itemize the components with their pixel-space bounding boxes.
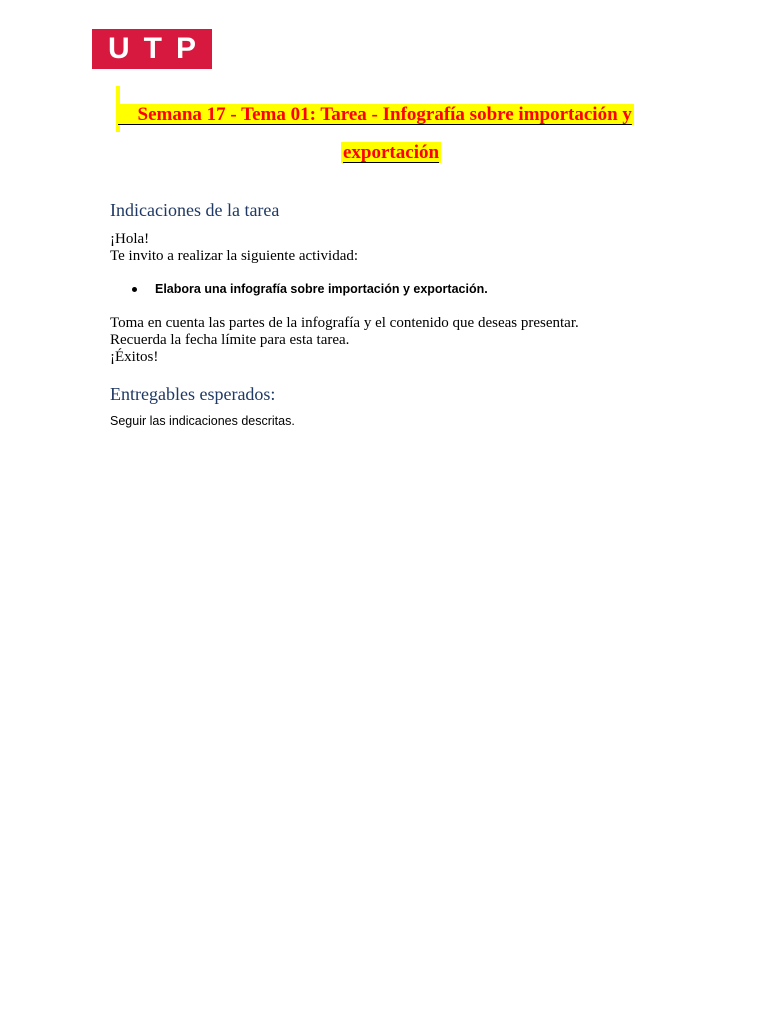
closing-text: ¡Éxitos! xyxy=(110,349,159,365)
instructions-heading: Indicaciones de la tarea xyxy=(110,200,280,220)
task-bullet-text: Elabora una infografía sobre importación y exportación. xyxy=(155,282,488,296)
intro-text: Te invito a realizar la siguiente actividad: xyxy=(110,248,359,264)
deliverables-heading: Entregables esperados: xyxy=(110,384,276,404)
note-text-1: Toma en cuenta las partes de la infografía y el contenido que deseas presentar. xyxy=(110,315,579,331)
page-title-line-1 xyxy=(116,103,634,127)
page-title-text-1: Semana 17 - Tema 01: Tarea - Infografía sobre importación y xyxy=(116,104,634,125)
greeting-text: ¡Hola! xyxy=(110,231,150,247)
bullet-dot-icon xyxy=(132,287,137,292)
utp-logo xyxy=(92,29,212,69)
page-title-text-2: exportación xyxy=(343,142,440,163)
deliverables-text: Seguir las indicaciones descritas. xyxy=(110,414,295,428)
task-bullet-item xyxy=(132,282,488,296)
note-text-2: Recuerda la fecha límite para esta tarea. xyxy=(110,332,350,348)
utp-logo-text: UTP xyxy=(108,32,210,65)
page-title-line-2 xyxy=(341,141,441,165)
